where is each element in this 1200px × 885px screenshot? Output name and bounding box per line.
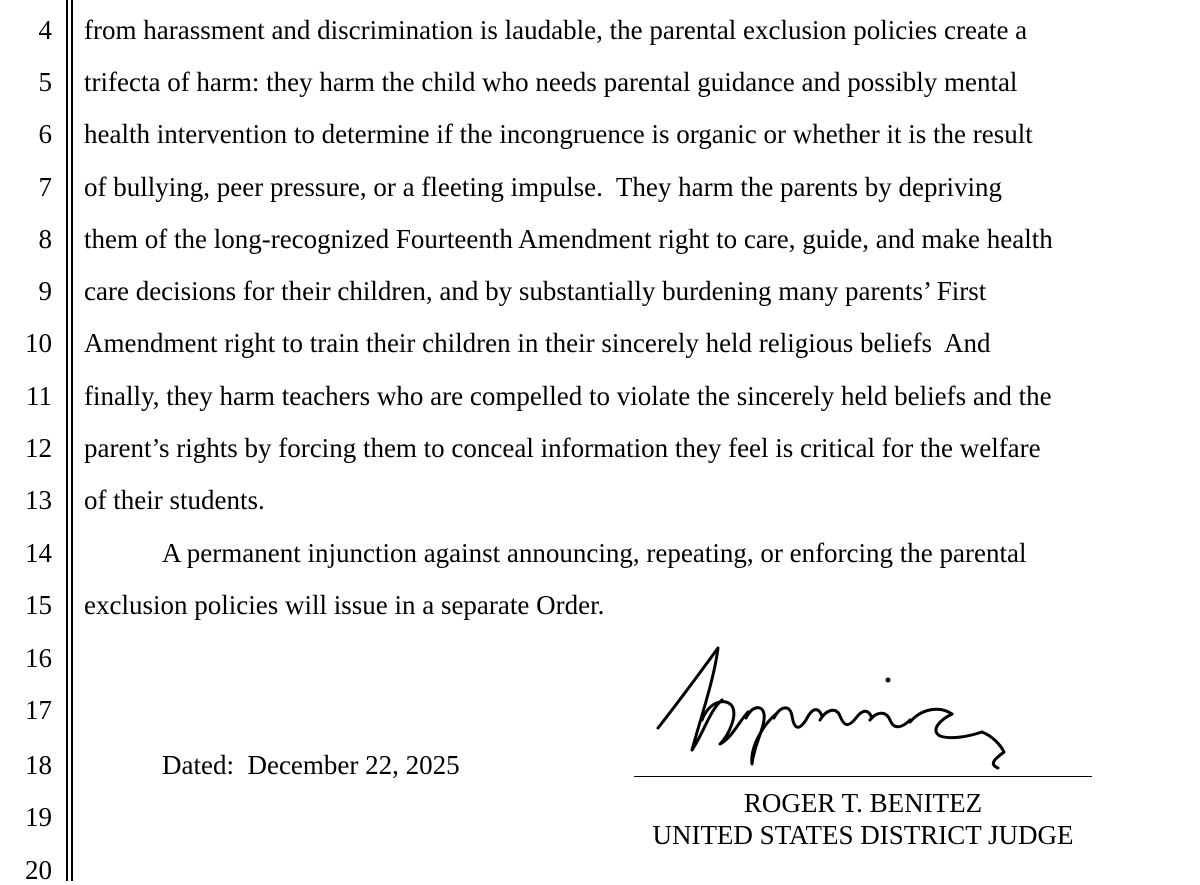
line-number: 19	[25, 802, 52, 832]
line-number: 17	[25, 695, 52, 725]
margin-rule-left	[66, 0, 68, 881]
body-line: parent’s rights by forcing them to conceal information they feel is critical for the welfare	[84, 433, 1041, 463]
body-line: finally, they harm teachers who are compelled to violate the sincerely held beliefs and the	[84, 381, 1052, 411]
line-number: 11	[26, 381, 52, 411]
line-number: 5	[38, 67, 52, 97]
body-line: from harassment and discrimination is laudable, the parental exclusion policies create a	[84, 15, 1028, 45]
line-number: 14	[25, 538, 52, 568]
order-line: A permanent injunction against announcing, repeating, or enforcing the parental	[162, 538, 1027, 568]
signature-line	[634, 776, 1092, 777]
line-number: 8	[38, 224, 52, 254]
order-line: exclusion policies will issue in a separate Order.	[84, 590, 605, 620]
line-number: 13	[25, 485, 52, 515]
body-line: Amendment right to train their children in their sincerely held religious beliefs And	[84, 328, 991, 358]
margin-rule-right	[71, 0, 73, 881]
line-number: 4	[38, 15, 52, 45]
body-line: trifecta of harm: they harm the child who needs parental guidance and possibly mental	[84, 67, 1018, 97]
line-number: 9	[38, 276, 52, 306]
line-number: 18	[25, 750, 52, 780]
body-line: them of the long-recognized Fourteenth Amendment right to care, guide, and make health	[84, 224, 1053, 254]
body-line: of bullying, peer pressure, or a fleeting impulse. They harm the parents by depriving	[84, 172, 1002, 202]
body-line: care decisions for their children, and by substantially burdening many parents’ First	[84, 276, 987, 306]
line-number: 15	[25, 590, 52, 620]
line-number: 12	[25, 433, 52, 463]
signer-title: UNITED STATES DISTRICT JUDGE	[652, 820, 1074, 850]
signer-name: ROGER T. BENITEZ	[743, 788, 983, 818]
dated-line: Dated: December 22, 2025	[162, 750, 460, 780]
line-number: 10	[25, 328, 52, 358]
line-number: 16	[25, 643, 52, 673]
judge-signature-image	[640, 640, 1040, 775]
line-number: 7	[38, 172, 52, 202]
body-line: health intervention to determine if the incongruence is organic or whether it is the result	[84, 119, 1033, 149]
body-line: of their students.	[84, 485, 265, 515]
line-number: 20	[25, 855, 52, 885]
line-number: 6	[38, 119, 52, 149]
